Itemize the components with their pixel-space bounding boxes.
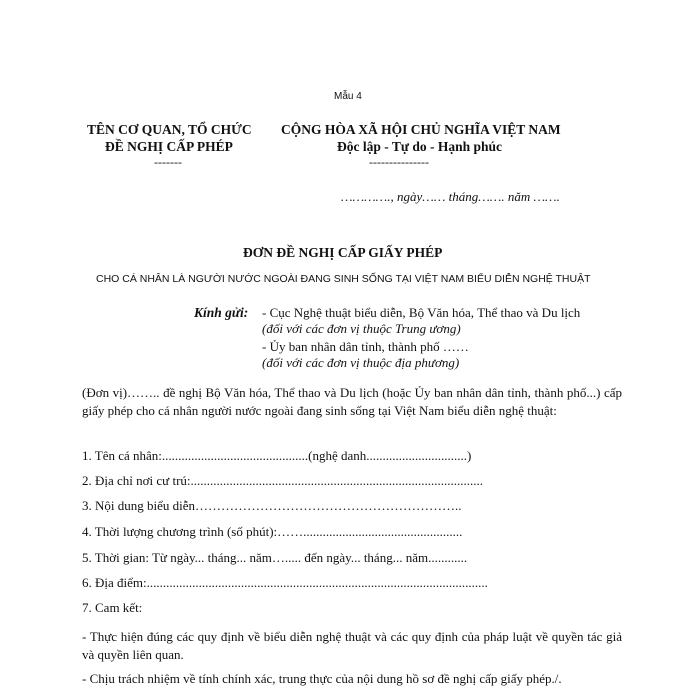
pledge-accuracy: - Chịu trách nhiệm về tính chính xác, trung thực của nội dung hồ sơ đề nghị cấp giấy phép./. [82,671,562,686]
organization-name-line1: TÊN CƠ QUAN, TỔ CHỨC [87,122,252,137]
national-separator: --------------- [369,155,429,169]
form-number: Mẫu 4 [334,91,362,102]
document-subtitle: CHO CÁ NHÂN LÀ NGƯỜI NƯỚC NGOÀI ĐANG SINH SỐNG TẠI VIỆT NAM BIỂU DIỄN NGHỆ THUẬT [96,273,591,285]
field-time-period: 5. Thời gian: Từ ngày... tháng... năm…..... đến ngày... tháng... năm............ [82,550,468,565]
field-performance-content: 3. Nội dung biểu diễn…………………………………………………….. [82,498,462,513]
recipients-label: Kính gửi: [194,305,249,320]
national-motto: Độc lập - Tự do - Hạnh phúc [337,139,503,154]
field-individual-name: 1. Tên cá nhân:.............................................(nghệ danh...............................) [82,448,472,463]
intro-paragraph: (Đơn vị)…….. đề nghị Bộ Văn hóa, Thể thao và Du lịch (hoặc Ủy ban nhân dân tỉnh, thành phố...) cấp giấy phép cho cá nhân người nước ngoài đang sinh sống tại Việt Nam biểu diễn nghệ thuật: [82,385,622,418]
national-title: CỘNG HÒA XÃ HỘI CHỦ NGHĨA VIỆT NAM [281,122,561,137]
organization-separator: ------- [154,155,182,169]
field-residence-address: 2. Địa chỉ nơi cư trú:.......................................................................................... [82,473,484,488]
field-commitment: 7. Cam kết: [82,600,143,615]
recipient-local-note: (đối với các đơn vị thuộc địa phương) [262,355,460,370]
field-program-duration: 4. Thời lượng chương trình (số phút):……................................................. [82,524,463,539]
pledge-compliance: - Thực hiện đúng các quy định về biểu diễn nghệ thuật và các quy định của pháp luật về quyền tác giả và quyền liên quan. [82,629,622,662]
organization-name-line2: ĐỀ NGHỊ CẤP PHÉP [105,139,233,154]
recipient-central-note: (đối với các đơn vị thuộc Trung ương) [262,321,461,336]
recipient-local: - Ủy ban nhân dân tỉnh, thành phố …… [262,339,469,354]
recipient-central: - Cục Nghệ thuật biểu diễn, Bộ Văn hóa, Thể thao và Du lịch [262,305,581,320]
date-line: …………., ngày…… tháng……. năm ……. [341,189,560,204]
document-title: ĐƠN ĐỀ NGHỊ CẤP GIẤY PHÉP [243,245,443,260]
field-venue: 6. Địa điểm:......................................................................................................... [82,575,488,590]
